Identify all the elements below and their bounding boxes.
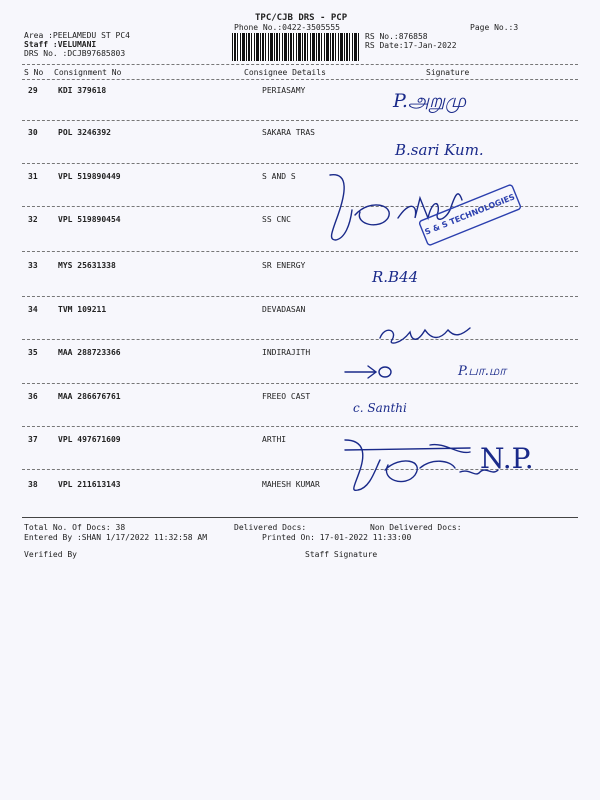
stamp-text: S & S TECHNOLOGIES [423,192,517,237]
row-consignee: DEVADASAN [262,305,306,314]
row-consignment: POL 3246392 [58,128,111,137]
total-docs: Total No. Of Docs: 38 [24,523,126,532]
row-consignment: VPL 497671609 [58,435,121,444]
col-consignee: Consignee Details [244,68,326,77]
signature-scrawl [398,194,462,219]
signature-scrawl [345,445,470,453]
verified-by: Verified By [24,550,77,559]
drs-number: DRS No. :DCJB97685803 [24,49,126,58]
row-sno: 31 [28,172,38,181]
delivered-docs: Delivered Docs: [234,523,307,532]
row-consignment: MAA 286676761 [58,392,121,401]
row-consignee: SR ENERGY [262,261,306,270]
non-delivered-docs: Non Delivered Docs: [370,523,462,532]
row-consignee: PERIASAMY [262,86,306,95]
row-consignee: ARTHI [262,435,287,444]
signature-scrawl [379,367,391,377]
row-consignment: MAA 288723366 [58,348,121,357]
staff-signature-label: Staff Signature [305,550,378,559]
row-consignment: TVM 109211 [58,305,107,314]
row-consignee: INDIRAJITH [262,348,311,357]
signature-scrawl [345,440,380,490]
arrow-mark [345,366,376,378]
entered-by: Entered By :SHAN 1/17/2022 11:32:58 AM [24,533,208,542]
col-sno: S No [24,68,44,77]
rs-date: RS Date:17-Jan-2022 [365,41,457,50]
row-sno: 30 [28,128,38,137]
row-consignee: SAKARA TRAS [262,128,315,137]
row-sno: 35 [28,348,38,357]
col-consignment: Consignment No [54,68,122,77]
row-sno: 37 [28,435,38,444]
rs-number: RS No.:876858 [365,32,428,41]
signature-row36: c. Santhi [353,401,407,415]
signature-row35: P.பா.மா [458,364,507,379]
col-signature: Signature [426,68,470,77]
row-consignee: MAHESH KUMAR [262,480,320,489]
signature-row37: N.P. [480,442,534,475]
row-consignment: VPL 211613143 [58,480,121,489]
row-sno: 34 [28,305,38,314]
company-stamp [419,184,521,246]
row-sno: 36 [28,392,38,401]
signature-scrawl [355,205,389,225]
row-sno: 38 [28,480,38,489]
row-consignee: S AND S [262,172,296,181]
row-sno: 29 [28,86,38,95]
row-sno: 32 [28,215,38,224]
row-consignee: SS CNC [262,215,291,224]
signature-scrawl [330,175,352,240]
row-sno: 33 [28,261,38,270]
document-title: TPC/CJB DRS - PCP [255,13,348,23]
signature-scrawl [385,461,455,482]
signature-row30: B.sari Kum. [395,141,484,159]
row-consignee: FREEO CAST [262,392,311,401]
area-label: Area :PEELAMEDU ST PC4 [24,31,130,40]
row-consignment: VPL 519890454 [58,215,121,224]
signature-row33: R.B44 [372,268,419,286]
row-consignment: VPL 519890449 [58,172,121,181]
page-number: Page No.:3 [470,23,519,32]
row-consignment: KDI 379618 [58,86,107,95]
row-consignment: MYS 25631338 [58,261,116,270]
phone-number: Phone No.:0422-3505555 [234,23,340,32]
signature-row29: P.அறுமு [393,90,467,112]
staff-label: Staff :VELUMANI [24,40,97,49]
signature-scrawl [380,328,470,343]
printed-on: Printed On: 17-01-2022 11:33:00 [262,533,412,542]
